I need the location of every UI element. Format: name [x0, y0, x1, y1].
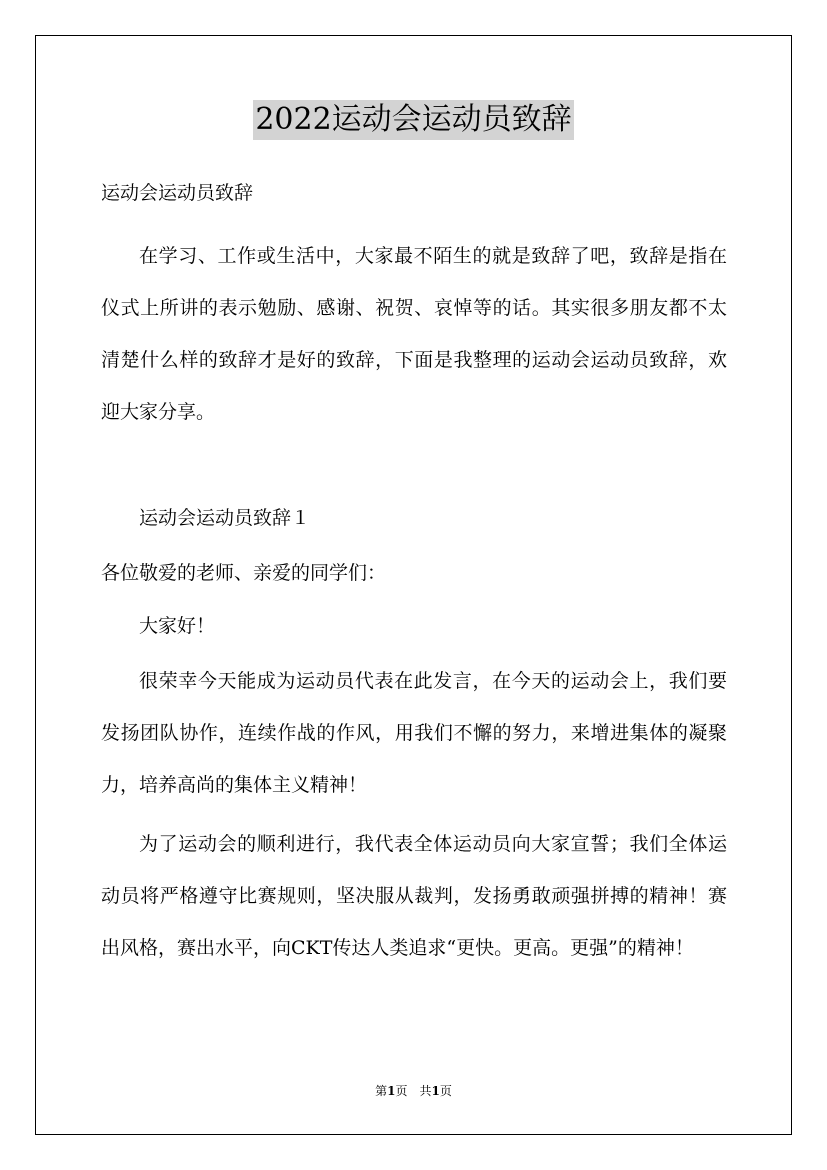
- greeting: 大家好！: [139, 615, 216, 637]
- footer-page-suffix: 页: [439, 1084, 452, 1098]
- page-footer: [0, 1083, 827, 1099]
- footer-page-prefix: 第: [375, 1084, 388, 1098]
- section-heading: 运动会运动员致辞１: [139, 507, 311, 529]
- title-container: [0, 100, 827, 140]
- footer-page-total: 1: [431, 1084, 440, 1098]
- document-title: 2022运动会运动员致辞: [253, 100, 573, 140]
- footer-page-number: 1: [387, 1084, 396, 1098]
- document-subtitle: 运动会运动员致辞: [101, 182, 254, 204]
- body-paragraph-1: 很荣幸今天能成为运动员代表在此发言，在今天的运动会上，我们要发扬团队协作，连续作战的作风，用我们不懈的努力，来增进集体的凝聚力，培养高尚的集体主义精神！: [101, 670, 727, 796]
- intro-paragraph: 在学习、工作或生活中，大家最不陌生的就是致辞了吧，致辞是指在仪式上所讲的表示勉励、感谢、祝贺、哀悼等的话。其实很多朋友都不太清楚什么样的致辞才是好的致辞，下面是我整理的运动会运动员致辞，欢迎大家分享。: [101, 245, 727, 423]
- body-paragraph-2: 为了运动会的顺利进行，我代表全体运动员向大家宣誓；我们全体运动员将严格遵守比赛规则，坚决服从裁判，发扬勇敢顽强拼搏的精神！赛出风格，赛出水平，向CKT传达人类追求“更快。更高。更强”的精神！: [101, 833, 727, 959]
- salutation: 各位敬爱的老师、亲爱的同学们：: [101, 562, 387, 584]
- footer-page-mid: 页 共: [395, 1084, 432, 1098]
